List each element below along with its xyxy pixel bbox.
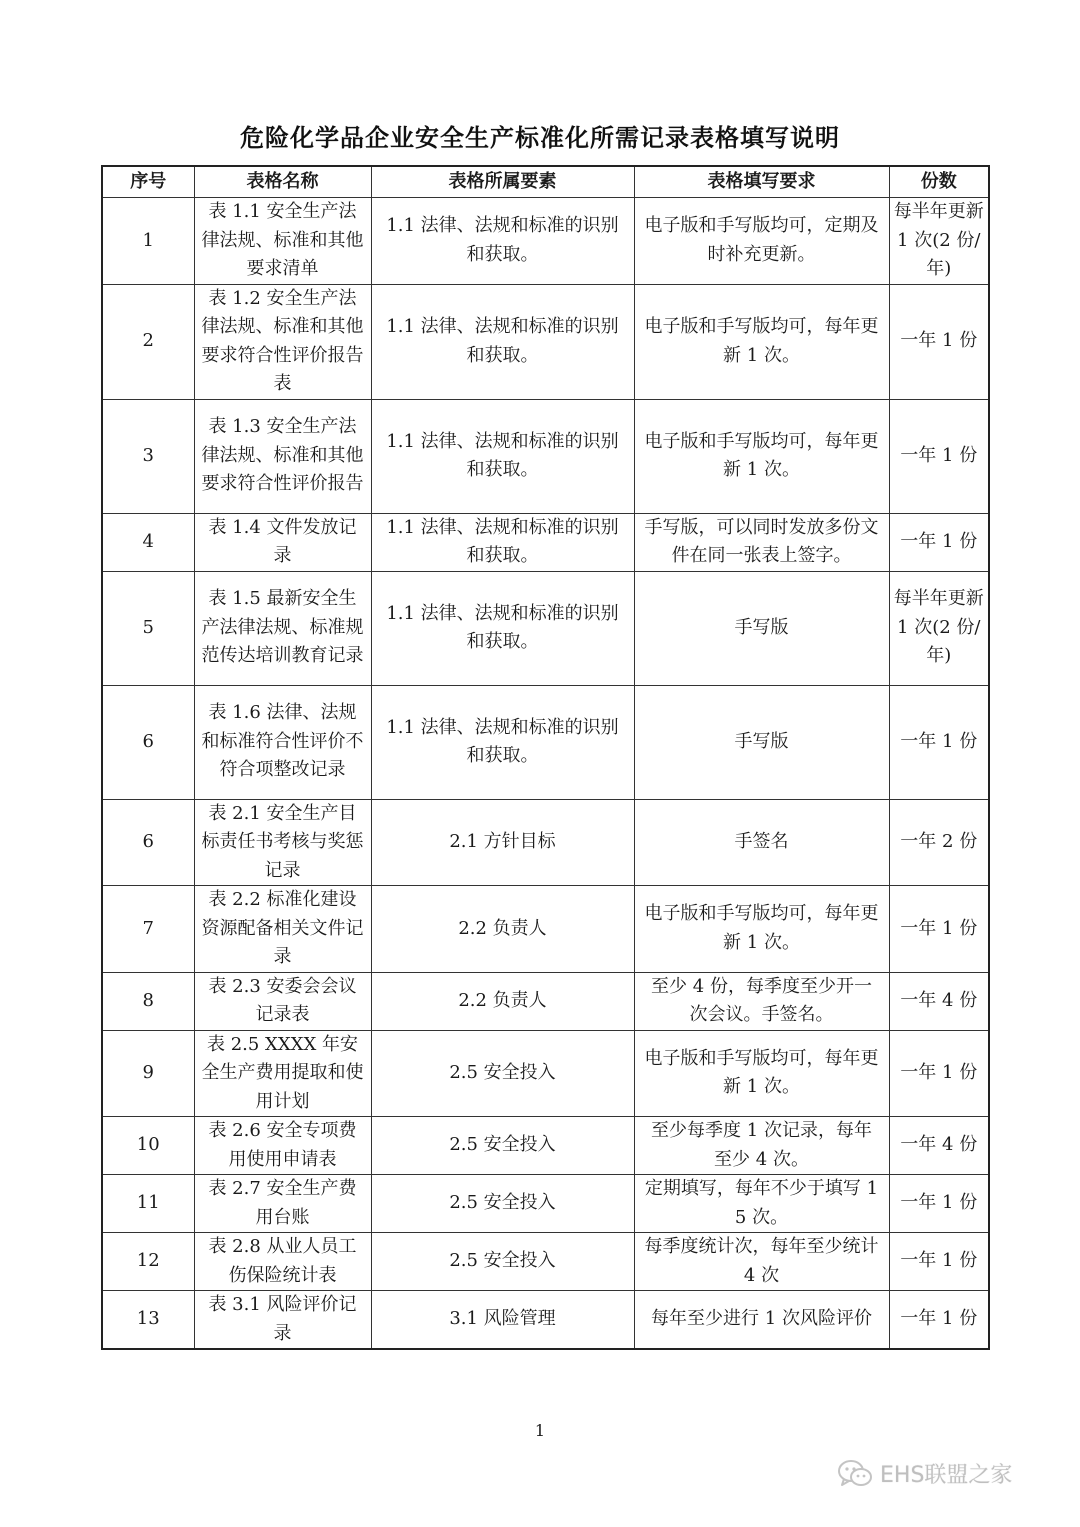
cell-name: 表 1.5 最新安全生产法律法规、标准规范传达培训教育记录 <box>194 571 371 685</box>
cell-no: 10 <box>102 1117 194 1175</box>
cell-element: 2.5 安全投入 <box>371 1233 634 1291</box>
cell-no: 3 <box>102 399 194 513</box>
cell-element: 2.5 安全投入 <box>371 1117 634 1175</box>
cell-no: 9 <box>102 1030 194 1117</box>
cell-name: 表 2.5 XXXX 年安全生产费用提取和使用计划 <box>194 1030 371 1117</box>
cell-name: 表 2.6 安全专项费用使用申请表 <box>194 1117 371 1175</box>
cell-no: 2 <box>102 284 194 399</box>
cell-requirement: 每季度统计次，每年至少统计 4 次 <box>634 1233 889 1291</box>
cell-copies: 一年 1 份 <box>889 284 989 399</box>
table-row <box>102 1117 989 1175</box>
cell-copies: 一年 4 份 <box>889 1117 989 1175</box>
cell-element: 1.1 法律、法规和标准的识别和获取。 <box>371 399 634 513</box>
cell-no: 7 <box>102 886 194 973</box>
cell-requirement: 手写版 <box>634 571 889 685</box>
cell-copies: 一年 1 份 <box>889 886 989 973</box>
cell-element: 2.5 安全投入 <box>371 1175 634 1233</box>
cell-copies: 一年 1 份 <box>889 1291 989 1350</box>
cell-requirement: 手写版，可以同时发放多份文件在同一张表上签字。 <box>634 513 889 571</box>
table-header-row <box>102 166 989 198</box>
table-row <box>102 1030 989 1117</box>
table-row <box>102 799 989 886</box>
table-row <box>102 284 989 399</box>
cell-requirement: 至少每季度 1 次记录，每年至少 4 次。 <box>634 1117 889 1175</box>
cell-name: 表 1.3 安全生产法律法规、标准和其他要求符合性评价报告 <box>194 399 371 513</box>
cell-copies: 一年 1 份 <box>889 1030 989 1117</box>
table-row <box>102 399 989 513</box>
cell-copies: 一年 2 份 <box>889 799 989 886</box>
table-row <box>102 685 989 799</box>
cell-element: 1.1 法律、法规和标准的识别和获取。 <box>371 513 634 571</box>
cell-element: 2.2 负责人 <box>371 886 634 973</box>
page-number: 1 <box>534 1421 546 1440</box>
cell-no: 12 <box>102 1233 194 1291</box>
cell-name: 表 2.2 标准化建设资源配备相关文件记录 <box>194 886 371 973</box>
records-table <box>101 165 990 1350</box>
cell-element: 2.1 方针目标 <box>371 799 634 886</box>
cell-no: 11 <box>102 1175 194 1233</box>
cell-no: 6 <box>102 799 194 886</box>
cell-requirement: 定期填写，每年不少于填写 15 次。 <box>634 1175 889 1233</box>
cell-name: 表 1.1 安全生产法律法规、标准和其他要求清单 <box>194 198 371 285</box>
cell-element: 1.1 法律、法规和标准的识别和获取。 <box>371 284 634 399</box>
wechat-icon <box>838 1459 872 1489</box>
header-element: 表格所属要素 <box>371 166 634 198</box>
cell-no: 8 <box>102 972 194 1030</box>
table-row <box>102 886 989 973</box>
watermark-text: EHS联盟之家 <box>880 1463 1013 1488</box>
cell-element: 2.2 负责人 <box>371 972 634 1030</box>
cell-requirement: 至少 4 份，每季度至少开一次会议。手签名。 <box>634 972 889 1030</box>
cell-name: 表 2.3 安委会会议记录表 <box>194 972 371 1030</box>
cell-no: 6 <box>102 685 194 799</box>
cell-element: 1.1 法律、法规和标准的识别和获取。 <box>371 571 634 685</box>
cell-no: 4 <box>102 513 194 571</box>
cell-name: 表 2.7 安全生产费用台账 <box>194 1175 371 1233</box>
cell-name: 表 3.1 风险评价记录 <box>194 1291 371 1350</box>
cell-element: 1.1 法律、法规和标准的识别和获取。 <box>371 685 634 799</box>
cell-copies: 一年 1 份 <box>889 685 989 799</box>
cell-copies: 一年 1 份 <box>889 1175 989 1233</box>
cell-requirement: 电子版和手写版均可，定期及时补充更新。 <box>634 198 889 285</box>
header-requirement: 表格填写要求 <box>634 166 889 198</box>
cell-requirement: 每年至少进行 1 次风险评价 <box>634 1291 889 1350</box>
cell-copies: 每半年更新 1 次(2 份/年) <box>889 198 989 285</box>
cell-no: 13 <box>102 1291 194 1350</box>
cell-element: 3.1 风险管理 <box>371 1291 634 1350</box>
cell-element: 2.5 安全投入 <box>371 1030 634 1117</box>
table-row <box>102 1175 989 1233</box>
cell-requirement: 电子版和手写版均可，每年更新 1 次。 <box>634 284 889 399</box>
cell-copies: 一年 1 份 <box>889 513 989 571</box>
header-copies: 份数 <box>889 166 989 198</box>
cell-name: 表 2.1 安全生产目标责任书考核与奖惩记录 <box>194 799 371 886</box>
cell-copies: 一年 4 份 <box>889 972 989 1030</box>
header-name: 表格名称 <box>194 166 371 198</box>
cell-name: 表 2.8 从业人员工伤保险统计表 <box>194 1233 371 1291</box>
cell-no: 5 <box>102 571 194 685</box>
cell-no: 1 <box>102 198 194 285</box>
cell-copies: 一年 1 份 <box>889 399 989 513</box>
table-row <box>102 1233 989 1291</box>
table-row <box>102 513 989 571</box>
cell-requirement: 电子版和手写版均可，每年更新 1 次。 <box>634 1030 889 1117</box>
table-row <box>102 1291 989 1350</box>
cell-copies: 一年 1 份 <box>889 1233 989 1291</box>
watermark <box>838 1458 1012 1489</box>
cell-name: 表 1.4 文件发放记录 <box>194 513 371 571</box>
cell-requirement: 手签名 <box>634 799 889 886</box>
cell-name: 表 1.2 安全生产法律法规、标准和其他要求符合性评价报告表 <box>194 284 371 399</box>
cell-requirement: 电子版和手写版均可，每年更新 1 次。 <box>634 399 889 513</box>
cell-name: 表 1.6 法律、法规和标准符合性评价不符合项整改记录 <box>194 685 371 799</box>
cell-requirement: 手写版 <box>634 685 889 799</box>
document-title: 危险化学品企业安全生产标准化所需记录表格填写说明 <box>240 124 840 152</box>
table-row <box>102 571 989 685</box>
table-row <box>102 972 989 1030</box>
cell-element: 1.1 法律、法规和标准的识别和获取。 <box>371 198 634 285</box>
table-row <box>102 198 989 285</box>
cell-requirement: 电子版和手写版均可，每年更新 1 次。 <box>634 886 889 973</box>
header-no: 序号 <box>102 166 194 198</box>
cell-copies: 每半年更新 1 次(2 份/年) <box>889 571 989 685</box>
